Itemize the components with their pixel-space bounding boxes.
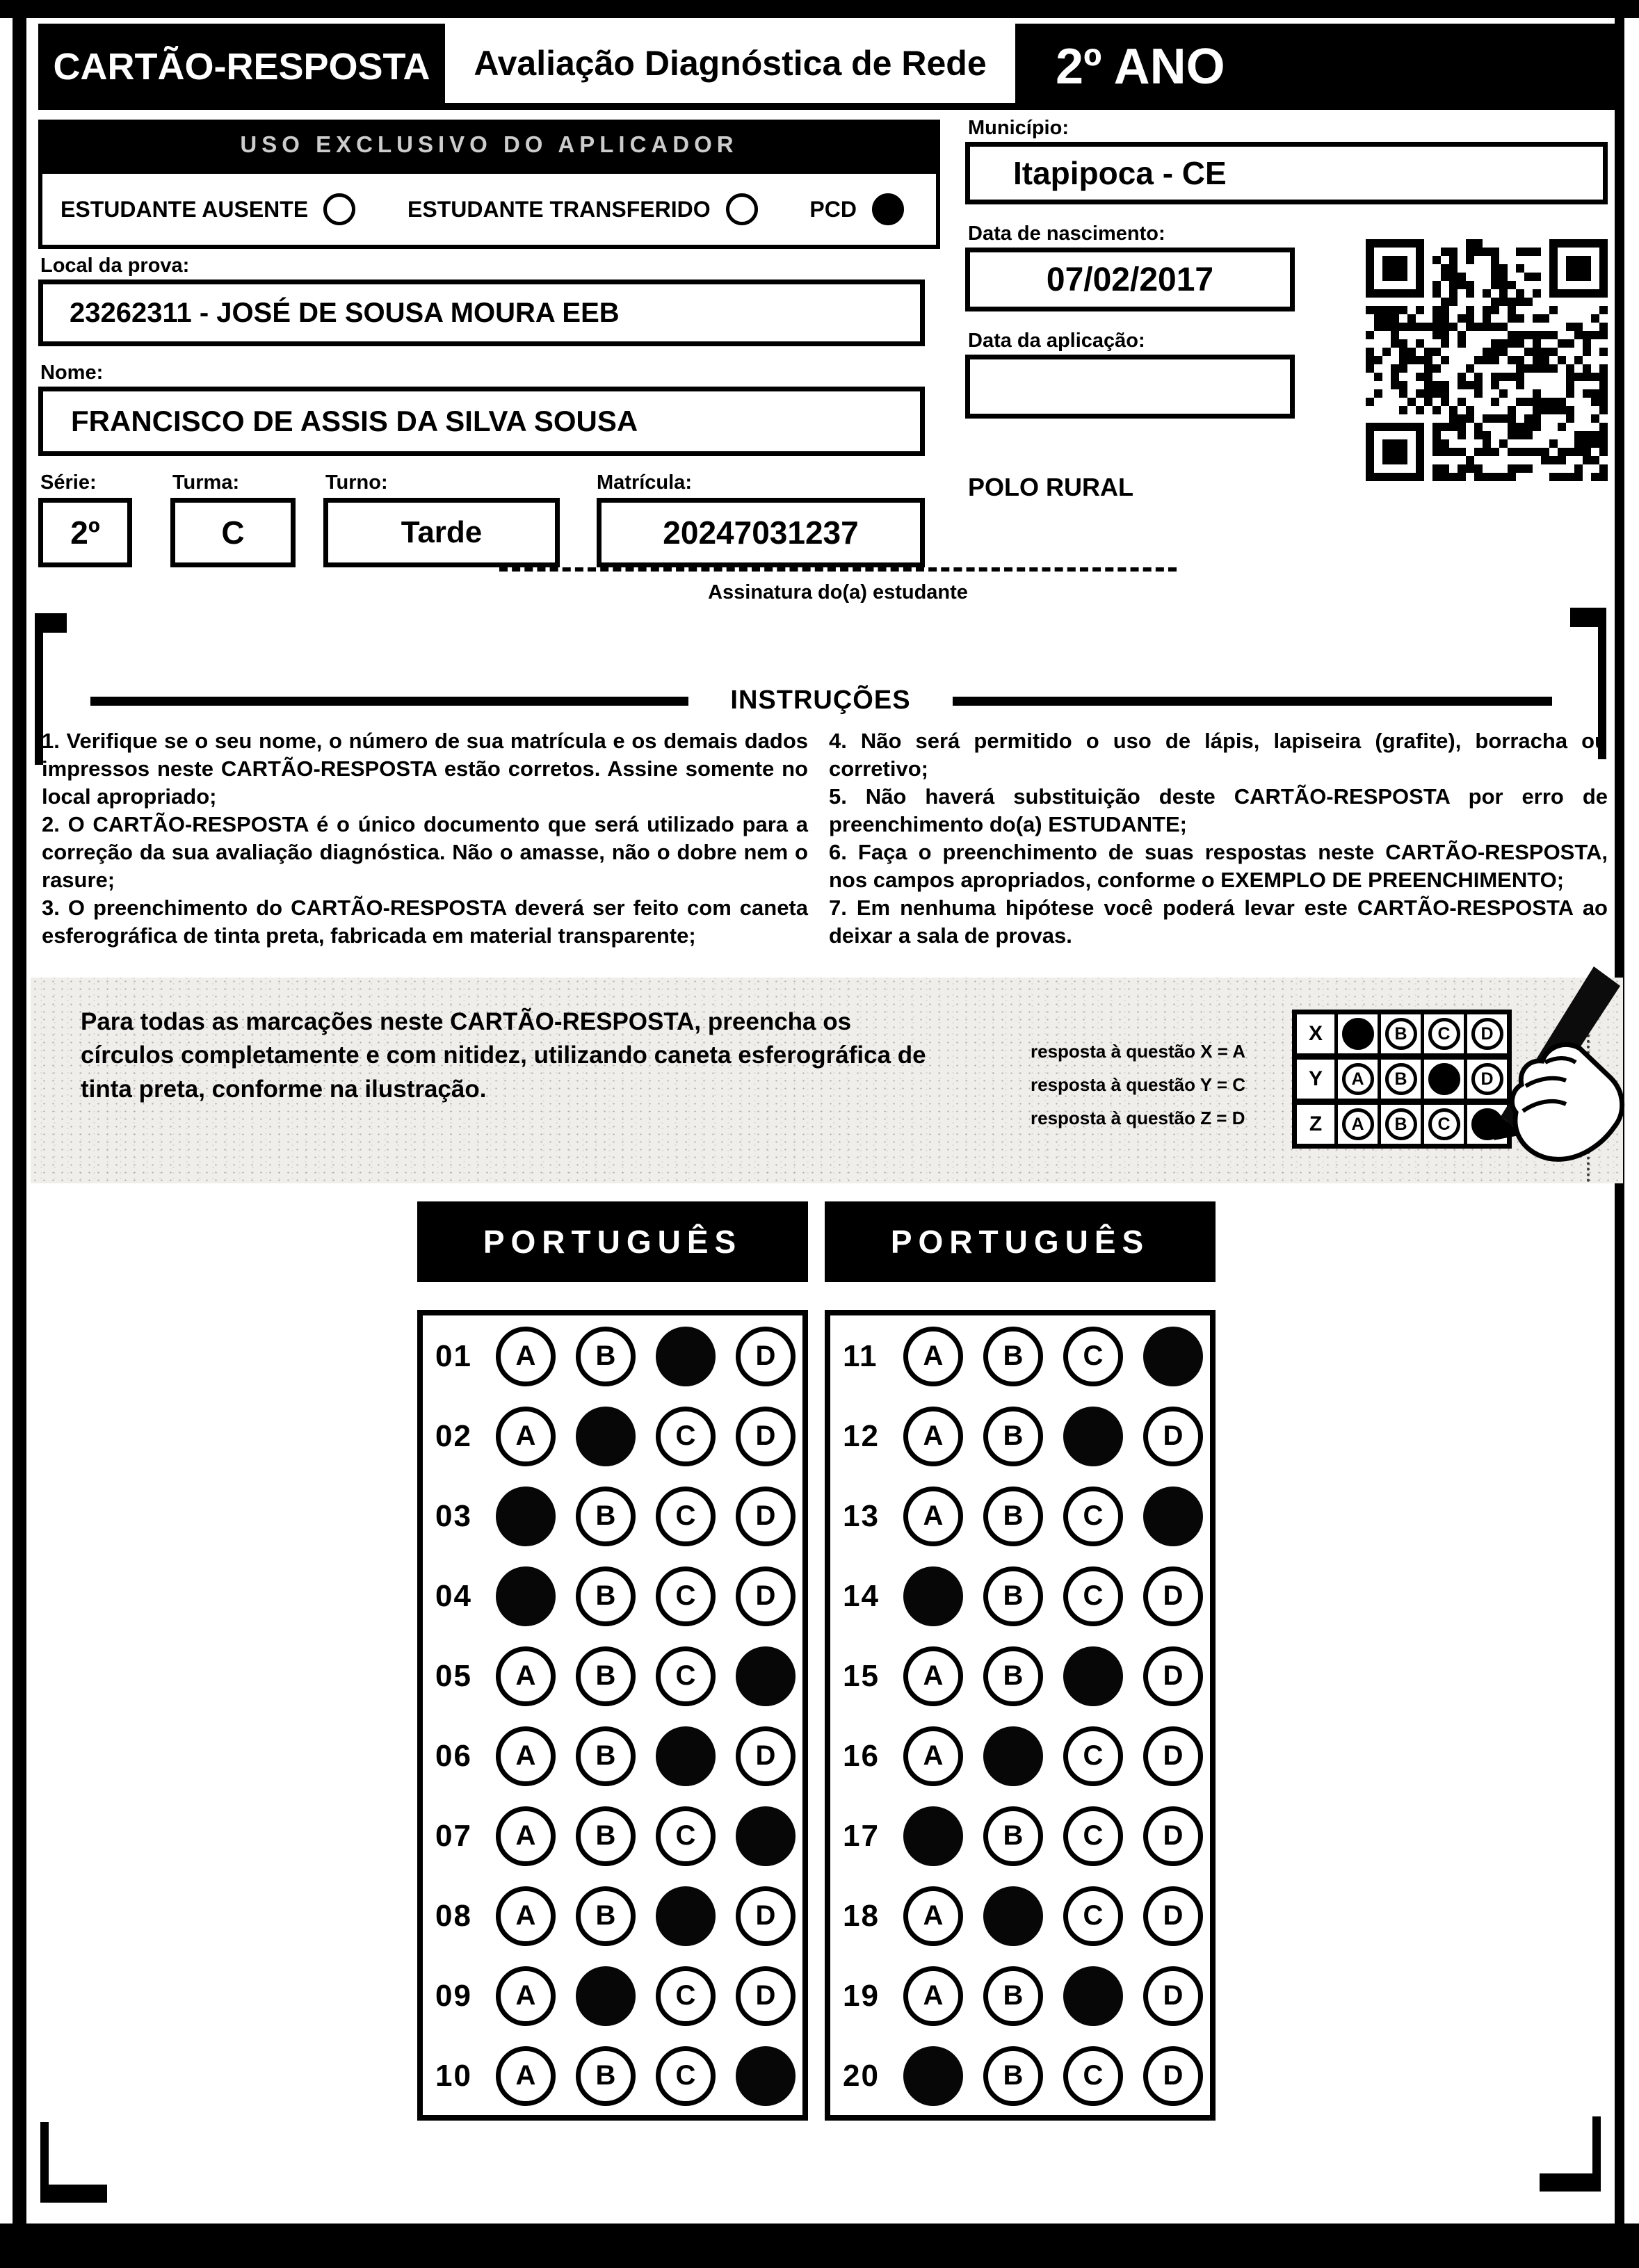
answer-bubble[interactable]: C bbox=[1063, 2046, 1123, 2106]
grade-text: 2º ANO bbox=[1056, 39, 1225, 95]
answer-grid bbox=[417, 1310, 808, 2121]
example-legend-line: resposta à questão X = A bbox=[1031, 1041, 1245, 1062]
answer-bubble[interactable] bbox=[903, 2046, 963, 2106]
answer-bubble[interactable]: D bbox=[736, 1487, 796, 1546]
question-number: 18 bbox=[843, 1898, 880, 1933]
example-legend-line: resposta à questão Z = D bbox=[1031, 1108, 1245, 1128]
question-number: 11 bbox=[843, 1338, 878, 1373]
card-title-text: CARTÃO-RESPOSTA bbox=[53, 46, 430, 88]
answer-bubble[interactable] bbox=[1063, 1966, 1123, 2026]
border-bottom bbox=[0, 2224, 1639, 2268]
question-row bbox=[423, 1636, 802, 1716]
applicator-option-circle[interactable] bbox=[323, 193, 355, 225]
turno-value: Tarde bbox=[401, 515, 483, 549]
answer-bubble[interactable]: B bbox=[576, 1646, 636, 1706]
serie-field bbox=[38, 498, 132, 567]
answer-bubble[interactable] bbox=[656, 1726, 716, 1786]
section-title-text: PORTUGUÊS bbox=[890, 1224, 1150, 1260]
example-legend bbox=[1031, 1035, 1245, 1135]
answer-bubble[interactable]: A bbox=[903, 1487, 963, 1546]
answer-bubble[interactable]: C bbox=[656, 1407, 716, 1466]
instruction-item: 6. Faça o preenchimento de suas respostas neste CARTÃO-RESPOSTA, nos campos apropriados, conforme o EXEMPLO DE PREENCHIMENTO; bbox=[829, 839, 1608, 892]
example-grid-cell bbox=[1378, 1105, 1421, 1144]
applicator-bar-label: USO EXCLUSIVO DO APLICADOR bbox=[240, 131, 738, 157]
answer-bubble[interactable]: A bbox=[496, 1327, 556, 1386]
answer-bubble[interactable] bbox=[983, 1886, 1043, 1946]
example-bubble: D bbox=[1471, 1018, 1503, 1050]
answer-bubble[interactable]: B bbox=[983, 1327, 1043, 1386]
instructions-rule-right bbox=[953, 697, 1552, 706]
answer-bubble[interactable]: D bbox=[1143, 1726, 1203, 1786]
crop-mark-bottom-left-icon bbox=[40, 2185, 107, 2203]
turno-label: Turno: bbox=[325, 471, 388, 494]
answer-bubble[interactable] bbox=[983, 1726, 1043, 1786]
answer-bubble[interactable]: C bbox=[1063, 1886, 1123, 1946]
answer-bubble[interactable] bbox=[656, 1886, 716, 1946]
instructions-column-left bbox=[42, 727, 808, 950]
answer-bubble[interactable] bbox=[1143, 1487, 1203, 1546]
answer-bubble[interactable]: A bbox=[903, 1646, 963, 1706]
question-number: 12 bbox=[843, 1418, 880, 1453]
answer-bubble[interactable]: D bbox=[736, 1966, 796, 2026]
question-row bbox=[830, 1956, 1210, 2036]
instruction-item: 7. Em nenhuma hipótese você poderá levar este CARTÃO-RESPOSTA ao deixar a sala de provas. bbox=[829, 895, 1608, 948]
serie-label: Série: bbox=[40, 471, 97, 494]
example-bubble: C bbox=[1428, 1018, 1460, 1050]
turma-label: Turma: bbox=[172, 471, 240, 494]
question-number: 05 bbox=[435, 1658, 472, 1693]
instruction-item: 5. Não haverá substituição deste CARTÃO-RESPOSTA por erro de preenchimento do(a) ESTUDANTE; bbox=[829, 784, 1608, 836]
applicator-option-circle[interactable] bbox=[726, 193, 758, 225]
answer-bubble[interactable]: D bbox=[736, 1886, 796, 1946]
example-bubble: B bbox=[1385, 1063, 1417, 1095]
question-number: 07 bbox=[435, 1818, 472, 1853]
answer-bubble[interactable]: C bbox=[656, 2046, 716, 2106]
answer-grid bbox=[825, 1310, 1216, 2121]
answer-bubble[interactable] bbox=[576, 1966, 636, 2026]
hand-icon bbox=[1512, 1044, 1622, 1159]
instruction-item: 4. Não será permitido o uso de lápis, lapiseira (grafite), borracha ou corretivo; bbox=[829, 729, 1608, 781]
answer-bubble[interactable]: D bbox=[1143, 1646, 1203, 1706]
question-row bbox=[830, 1556, 1210, 1636]
example-grid-cell bbox=[1334, 1105, 1378, 1144]
turno-field bbox=[323, 498, 560, 567]
section-title bbox=[825, 1201, 1216, 1282]
answer-bubble[interactable]: A bbox=[903, 1966, 963, 2026]
answer-bubble[interactable]: A bbox=[903, 1327, 963, 1386]
answer-bubble[interactable]: A bbox=[496, 2046, 556, 2106]
answer-bubble[interactable]: A bbox=[496, 1966, 556, 2026]
applicator-option-label: ESTUDANTE AUSENTE bbox=[60, 196, 309, 222]
example-bubble bbox=[1342, 1018, 1374, 1050]
example-row-label: X bbox=[1308, 1022, 1323, 1045]
question-row bbox=[423, 1396, 802, 1476]
answer-bubble[interactable]: C bbox=[1063, 1726, 1123, 1786]
answer-bubble[interactable]: C bbox=[656, 1566, 716, 1626]
matricula-value: 20247031237 bbox=[663, 515, 859, 551]
answer-bubble[interactable]: B bbox=[983, 2046, 1043, 2106]
question-row bbox=[423, 1716, 802, 1796]
nascimento-value: 07/02/2017 bbox=[1046, 261, 1214, 298]
question-number: 08 bbox=[435, 1898, 472, 1933]
example-bubble: B bbox=[1385, 1018, 1417, 1050]
local-label: Local da prova: bbox=[40, 254, 190, 277]
answer-bubble[interactable]: A bbox=[496, 1407, 556, 1466]
answer-bubble[interactable]: D bbox=[1143, 1886, 1203, 1946]
answer-bubble[interactable]: D bbox=[1143, 1566, 1203, 1626]
question-number: 19 bbox=[843, 1978, 880, 2013]
instruction-item: 1. Verifique se o seu nome, o número de sua matrícula e os demais dados impressos neste CARTÃO-RESPOSTA estão corretos. Assine somente no local apropriado; bbox=[42, 729, 808, 809]
question-row bbox=[830, 1716, 1210, 1796]
question-row bbox=[423, 1956, 802, 2036]
example-grid-cell bbox=[1334, 1014, 1378, 1053]
question-number: 09 bbox=[435, 1978, 472, 2013]
answer-bubble[interactable]: B bbox=[983, 1806, 1043, 1866]
answer-bubble[interactable]: D bbox=[1143, 2046, 1203, 2106]
hand-pen-illustration-icon bbox=[1451, 965, 1639, 1182]
answers-section-left bbox=[417, 1201, 808, 2121]
applicator-option-circle[interactable] bbox=[872, 193, 904, 225]
answer-bubble[interactable] bbox=[496, 1566, 556, 1626]
question-row bbox=[830, 1476, 1210, 1556]
nome-field bbox=[38, 387, 925, 456]
example-bubble: A bbox=[1342, 1063, 1374, 1095]
applicator-bar bbox=[38, 120, 940, 170]
question-number: 15 bbox=[843, 1658, 880, 1693]
question-number: 04 bbox=[435, 1578, 472, 1613]
signature-label: Assinatura do(a) estudante bbox=[708, 581, 968, 604]
example-grid-cell bbox=[1378, 1060, 1421, 1099]
example-bubble: B bbox=[1385, 1108, 1417, 1140]
answer-bubble[interactable]: C bbox=[656, 1806, 716, 1866]
nascimento-field bbox=[965, 248, 1295, 311]
municipio-field bbox=[965, 142, 1608, 204]
example-grid-cell bbox=[1334, 1060, 1378, 1099]
answer-bubble[interactable]: C bbox=[1063, 1566, 1123, 1626]
matricula-label: Matrícula: bbox=[597, 471, 692, 494]
answer-bubble[interactable]: A bbox=[903, 1407, 963, 1466]
local-value: 23262311 - JOSÉ DE SOUSA MOURA EEB bbox=[70, 297, 620, 328]
municipio-value: Itapipoca - CE bbox=[1013, 155, 1227, 191]
answer-bubble[interactable] bbox=[656, 1327, 716, 1386]
answer-bubble[interactable]: B bbox=[983, 1487, 1043, 1546]
example-note: Para todas as marcações neste CARTÃO-RESPOSTA, preencha os círculos completamente e com nitidez, utilizando caneta esferográfica de tinta preta, conforme na ilustração. bbox=[81, 1008, 926, 1103]
signature-line[interactable] bbox=[499, 567, 1177, 572]
aplicacao-label: Data da aplicação: bbox=[968, 330, 1145, 352]
question-row bbox=[423, 2036, 802, 2116]
answer-bubble[interactable]: A bbox=[496, 1886, 556, 1946]
example-bubble: A bbox=[1342, 1108, 1374, 1140]
applicator-option bbox=[809, 193, 904, 225]
example-grid-cell bbox=[1378, 1014, 1421, 1053]
answer-bubble[interactable] bbox=[1143, 1327, 1203, 1386]
question-number: 16 bbox=[843, 1738, 880, 1773]
answer-bubble[interactable]: C bbox=[656, 1487, 716, 1546]
answer-bubble[interactable] bbox=[496, 1487, 556, 1546]
answer-bubble[interactable] bbox=[576, 1407, 636, 1466]
nascimento-label: Data de nascimento: bbox=[968, 222, 1165, 245]
answer-bubble[interactable]: A bbox=[496, 1646, 556, 1706]
answer-bubble[interactable]: B bbox=[983, 1646, 1043, 1706]
question-number: 20 bbox=[843, 2058, 880, 2093]
applicator-option bbox=[60, 193, 355, 225]
question-row bbox=[423, 1876, 802, 1956]
question-row bbox=[423, 1476, 802, 1556]
answer-bubble[interactable]: D bbox=[736, 1407, 796, 1466]
example-bubble: C bbox=[1428, 1108, 1460, 1140]
applicator-option bbox=[407, 193, 758, 225]
question-row bbox=[830, 1396, 1210, 1476]
answer-bubble[interactable] bbox=[903, 1566, 963, 1626]
answer-bubble[interactable]: B bbox=[576, 1886, 636, 1946]
instructions-rule-left bbox=[90, 697, 688, 706]
answer-bubble[interactable]: B bbox=[576, 1487, 636, 1546]
answer-bubble[interactable]: A bbox=[903, 1726, 963, 1786]
answer-bubble[interactable]: D bbox=[736, 1327, 796, 1386]
question-row bbox=[830, 1796, 1210, 1876]
nome-label: Nome: bbox=[40, 362, 104, 384]
answer-bubble[interactable]: D bbox=[1143, 1966, 1203, 2026]
border-left bbox=[13, 0, 26, 2253]
crop-mark-bottom-right-icon bbox=[1540, 2173, 1601, 2192]
answer-bubble[interactable] bbox=[736, 1646, 796, 1706]
question-row bbox=[830, 1636, 1210, 1716]
answer-bubble[interactable] bbox=[736, 2046, 796, 2106]
answer-bubble[interactable]: D bbox=[736, 1566, 796, 1626]
answer-bubble[interactable]: A bbox=[496, 1726, 556, 1786]
answer-bubble[interactable]: B bbox=[983, 1966, 1043, 2026]
border-top bbox=[0, 0, 1639, 18]
answer-bubble[interactable]: D bbox=[736, 1726, 796, 1786]
applicator-option-label: ESTUDANTE TRANSFERIDO bbox=[407, 196, 711, 222]
grade-badge bbox=[1015, 24, 1615, 110]
matricula-field bbox=[597, 498, 925, 567]
applicator-option-label: PCD bbox=[809, 196, 857, 222]
question-row bbox=[830, 2036, 1210, 2116]
question-number: 01 bbox=[435, 1338, 472, 1373]
example-row-label: Z bbox=[1309, 1112, 1323, 1135]
card-title bbox=[38, 24, 445, 110]
nome-value: FRANCISCO DE ASSIS DA SILVA SOUSA bbox=[71, 405, 638, 437]
answer-bubble[interactable]: D bbox=[1143, 1806, 1203, 1866]
question-number: 06 bbox=[435, 1738, 472, 1773]
question-number: 03 bbox=[435, 1498, 472, 1533]
answer-bubble[interactable]: D bbox=[1143, 1407, 1203, 1466]
question-row bbox=[830, 1316, 1210, 1396]
question-number: 10 bbox=[435, 2058, 472, 2093]
answer-bubble[interactable]: C bbox=[1063, 1487, 1123, 1546]
instruction-item: 2. O CARTÃO-RESPOSTA é o único documento que será utilizado para a correção da sua avaliação diagnóstica. Não o amasse, não o dobre nem o rasure; bbox=[42, 811, 808, 892]
answer-bubble[interactable]: B bbox=[576, 1327, 636, 1386]
aplicacao-field[interactable] bbox=[965, 355, 1295, 419]
question-row bbox=[423, 1796, 802, 1876]
answer-bubble[interactable] bbox=[736, 1806, 796, 1866]
municipio-label: Município: bbox=[968, 117, 1069, 139]
question-number: 13 bbox=[843, 1498, 880, 1533]
answer-bubble[interactable]: B bbox=[983, 1407, 1043, 1466]
answer-bubble[interactable]: A bbox=[903, 1886, 963, 1946]
answer-bubble[interactable]: B bbox=[576, 1726, 636, 1786]
example-row-label: Y bbox=[1308, 1067, 1323, 1090]
instruction-item: 3. O preenchimento do CARTÃO-RESPOSTA deverá ser feito com caneta esferográfica de tinta preta, fabricada em material transparente; bbox=[42, 895, 808, 948]
qr-code bbox=[1366, 239, 1608, 481]
question-number: 14 bbox=[843, 1578, 880, 1613]
question-row bbox=[423, 1316, 802, 1396]
answer-bubble[interactable]: B bbox=[576, 1566, 636, 1626]
instructions-column-right bbox=[829, 727, 1608, 950]
question-row bbox=[423, 1556, 802, 1636]
answer-bubble[interactable]: C bbox=[1063, 1806, 1123, 1866]
question-number: 17 bbox=[843, 1818, 880, 1853]
instructions-title: INSTRUÇÕES bbox=[730, 686, 911, 715]
exam-title bbox=[445, 24, 1015, 110]
polo-label: POLO RURAL bbox=[968, 473, 1133, 501]
turma-value: C bbox=[221, 515, 245, 551]
answer-bubble[interactable]: C bbox=[656, 1966, 716, 2026]
answer-bubble[interactable] bbox=[1063, 1407, 1123, 1466]
exam-title-text: Avaliação Diagnóstica de Rede bbox=[474, 44, 987, 83]
answer-bubble[interactable] bbox=[903, 1806, 963, 1866]
example-bubble: D bbox=[1471, 1063, 1503, 1095]
answer-bubble[interactable] bbox=[1063, 1646, 1123, 1706]
answer-bubble[interactable]: C bbox=[1063, 1327, 1123, 1386]
local-field bbox=[38, 280, 925, 346]
answers-section-right bbox=[825, 1201, 1216, 2121]
example-legend-line: resposta à questão Y = C bbox=[1031, 1074, 1246, 1095]
answer-bubble[interactable]: C bbox=[656, 1646, 716, 1706]
question-number: 02 bbox=[435, 1418, 472, 1453]
section-title bbox=[417, 1201, 808, 1282]
serie-value: 2º bbox=[70, 515, 100, 551]
section-title-text: PORTUGUÊS bbox=[483, 1224, 743, 1260]
applicator-options-row bbox=[38, 170, 940, 249]
turma-field bbox=[170, 498, 296, 567]
answer-bubble[interactable]: A bbox=[496, 1806, 556, 1866]
question-row bbox=[830, 1876, 1210, 1956]
answer-bubble[interactable]: B bbox=[576, 2046, 636, 2106]
answer-bubble[interactable]: B bbox=[576, 1806, 636, 1866]
answer-bubble[interactable]: B bbox=[983, 1566, 1043, 1626]
